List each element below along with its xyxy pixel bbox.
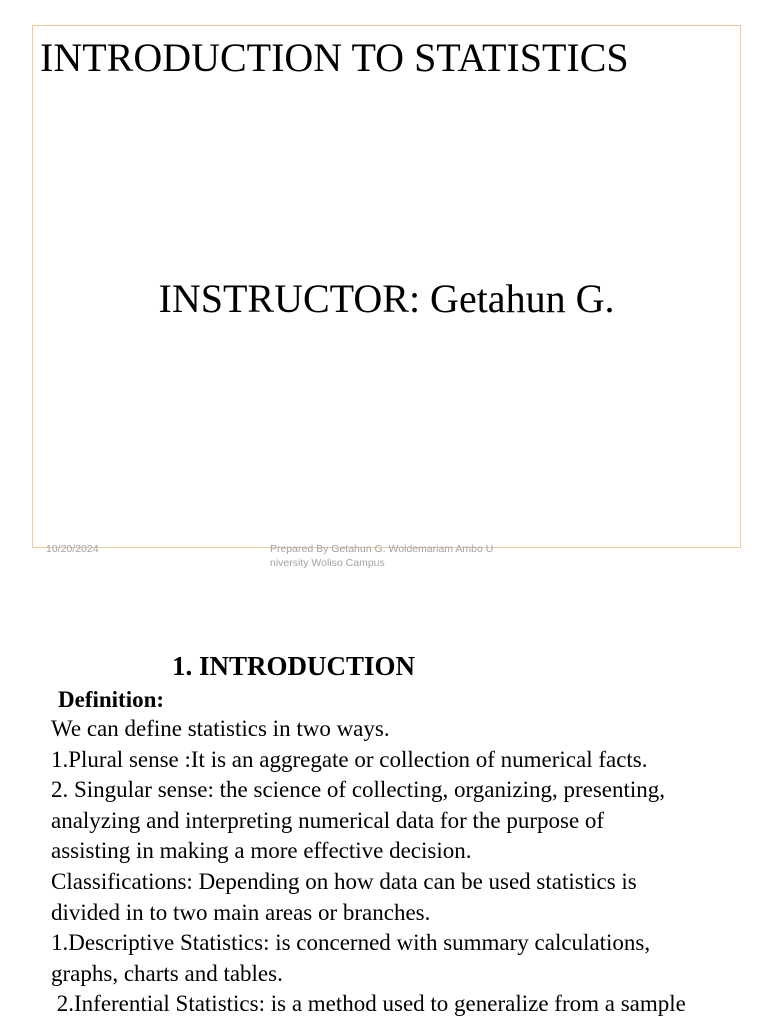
- body-line: We can define statistics in two ways.: [51, 716, 390, 741]
- body-line: 1.Descriptive Statistics: is concerned with summary calculations,: [51, 930, 651, 956]
- body-line: graphs, charts and tables.: [51, 960, 283, 986]
- body-line: 2.Inferential Statistics: is a method used to generalize from a sample: [51, 991, 686, 1017]
- body-line: assisting in making a more effective decision.: [51, 838, 472, 864]
- body-text: [51, 714, 763, 1020]
- instructor-name: INSTRUCTOR: Getahun G.: [158, 276, 615, 321]
- section-heading: 1. INTRODUCTION: [172, 651, 416, 681]
- body-line: Classifications: Depending on how data can be used statistics is: [51, 868, 637, 894]
- body-line: 2. Singular sense: the science of collecting, organizing, presenting,: [51, 777, 666, 803]
- slide-title: INTRODUCTION TO STATISTICS: [40, 35, 629, 80]
- body-line: analyzing and interpreting numerical data for the purpose of: [51, 807, 605, 833]
- body-line: divided in to two main areas or branches.: [51, 899, 431, 925]
- footer-prepared-by: Prepared By Getahun G. Woldemariam Ambo University Woliso Campus: [270, 543, 494, 569]
- definition-label: Definition:: [58, 687, 165, 712]
- footer-date: 10/20/2024: [46, 543, 99, 555]
- body-line: 1.Plural sense :It is an aggregate or collection of numerical facts.: [51, 746, 648, 772]
